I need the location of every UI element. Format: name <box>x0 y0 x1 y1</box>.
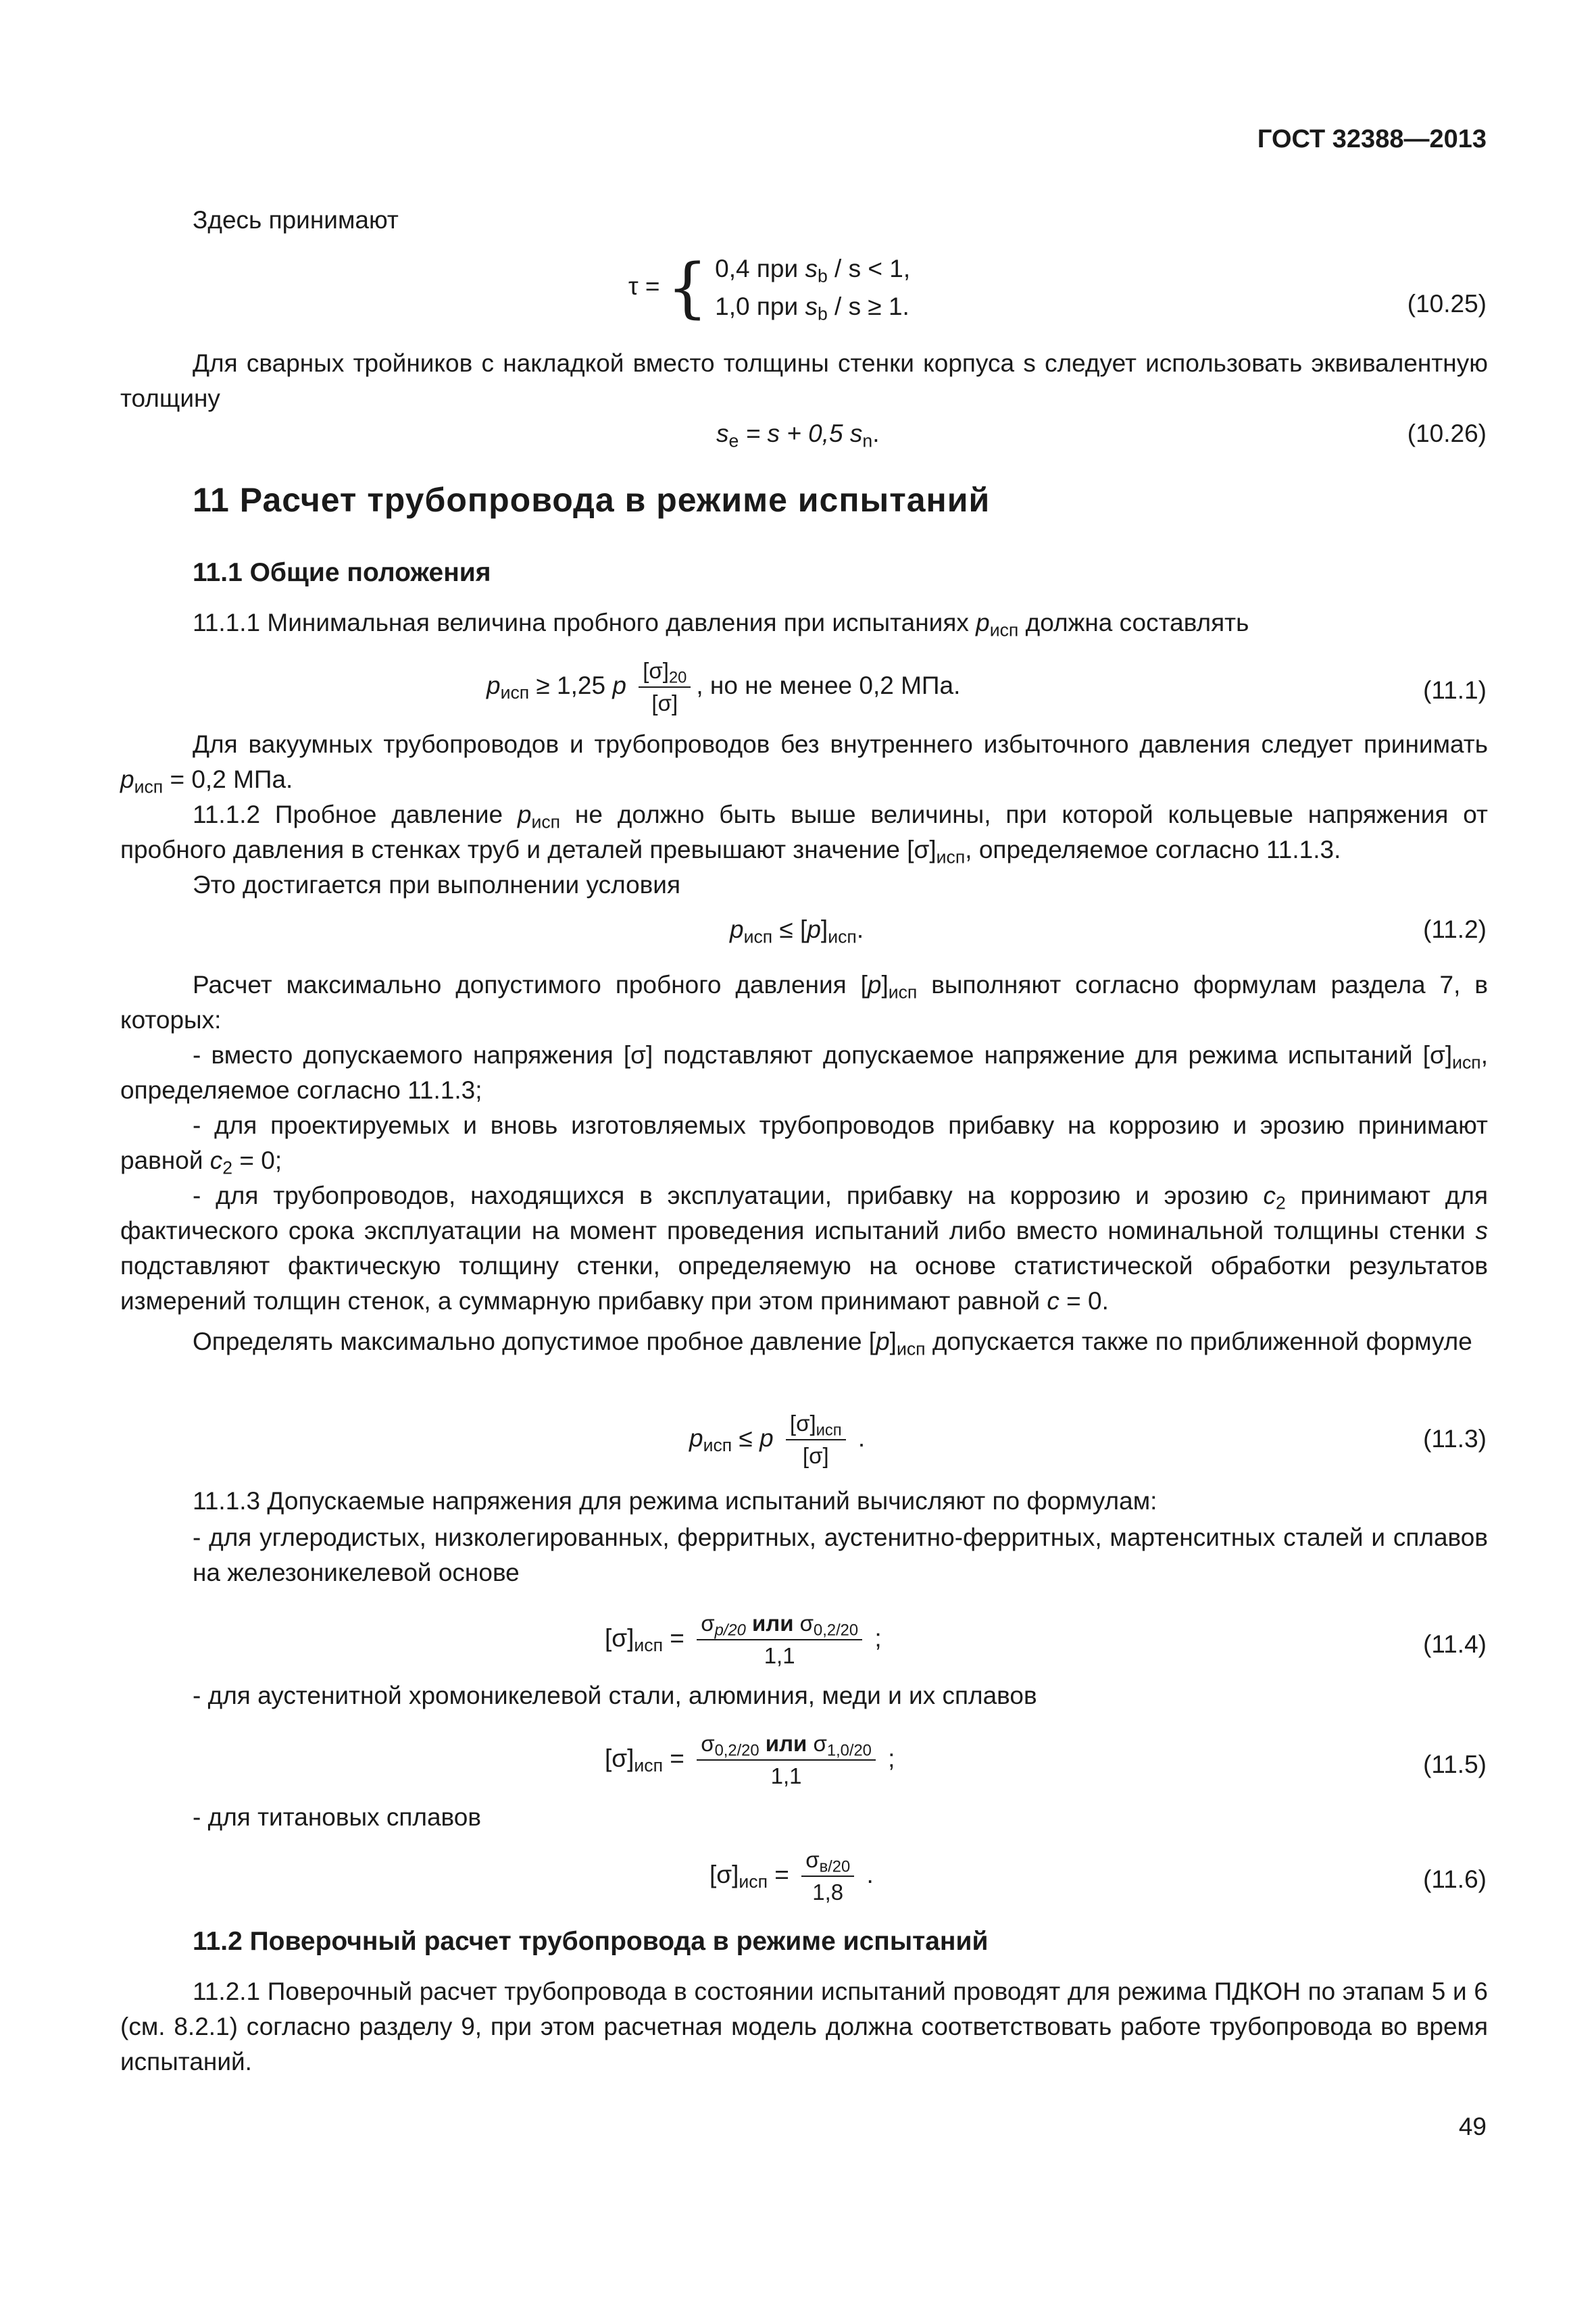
formula-10-26: $s_e = s + 0,5$ $s_n$. <box>716 420 880 451</box>
formula-cases <box>715 250 910 326</box>
paragraph-dash-2: - для проектируемых и вновь изготовляемых трубопроводов прибавку на коррозию и эрозию принимают равной $c_2 = 0$; <box>120 1111 1488 1178</box>
fraction: $\frac{\sigma_{p/20} или \sigma_{0,2/20}}{1,1}$ <box>697 1608 862 1671</box>
case-1: 0,4 при $s_b / s < 1$, <box>715 255 911 286</box>
subsection-11-1-title: 11.1 Общие положения <box>193 558 491 587</box>
equation-number-11-5: (11.5) <box>1423 1751 1487 1778</box>
paragraph-dash-titanium: - для титановых сплавов <box>193 1803 482 1831</box>
equation-number-10-26: (10.26) <box>1407 420 1487 447</box>
formula-11-5: $[\sigma]_{исп}$ = $\frac{\sigma_{0,2/20} или \sigma_{1,0/20}}{1,1}$ ; <box>605 1728 895 1792</box>
equation-number-11-3: (11.3) <box>1423 1425 1487 1453</box>
equation-number-10-25: (10.25) <box>1407 290 1487 318</box>
formula-11-4: $[\sigma]_{исп}$ = $\frac{\sigma_{p/20} или \sigma_{0,2/20}}{1,1}$ ; <box>605 1608 882 1671</box>
paragraph-calc-max: Расчет максимально допустимого пробного давления $[p]_{исп}$ выполняют согласно формулам раздела 7, в которых: <box>120 971 1488 1034</box>
brace-symbol: { <box>666 250 708 326</box>
formula-11-1: $p_{исп} \ge 1,25$ p $\frac{[\sigma]_{20}}{[\sigma]}$ , но не менее 0,2 МПа. <box>487 655 960 719</box>
paragraph-11-1-2: 11.1.2 Пробное давление $p_{исп}$ не должно быть выше величины, при которой кольцевые напряжения от пробного давления в стенках труб и деталей превышают значение $[\sigma]_{исп}$, определяемое согласно 11.1.3. <box>120 801 1488 867</box>
formula-11-3: $p_{исп} \le p$ $\frac{[\sigma]_{исп}}{[\sigma]}$ . <box>689 1408 865 1472</box>
fraction: $\frac{\sigma_{0,2/20} или \sigma_{1,0/20}}{1,1}$ <box>697 1728 876 1792</box>
paragraph-dash-carbon: - для углеродистых, низколегированных, ферритных, аустенитно-ферритных, мартенситных сталей и сплавов на железоникелевой основе <box>193 1524 1488 1586</box>
formula-10-25 <box>628 250 910 326</box>
paragraph-dash-1: - вместо допускаемого напряжения [σ] подставляют допускаемое напряжение для режима испытаний $[\sigma]_{исп}$, определяемое согласно 11.1.3; <box>120 1041 1488 1104</box>
paragraph-dash-austenitic: - для аустенитной хромоникелевой стали, алюминия, меди и их сплавов <box>193 1682 1037 1709</box>
fraction: $\frac{\sigma_{в/20}}{1,8}$ <box>801 1844 854 1908</box>
subsection-11-2-title: 11.2 Поверочный расчет трубопровода в режиме испытаний <box>193 1927 989 1956</box>
fraction: $\frac{[\sigma]_{20}}{[\sigma]}$ <box>639 655 691 719</box>
formula-11-6: $[\sigma]_{исп}$ = $\frac{\sigma_{в/20}}{1,8}$ . <box>709 1844 874 1908</box>
fraction: $\frac{[\sigma]_{исп}}{[\sigma]}$ <box>786 1408 846 1472</box>
paragraph-achieved: Это достигается при выполнении условия <box>193 871 681 899</box>
paragraph-11-1-1: 11.1.1 Минимальная величина пробного давления при испытаниях $p_{исп}$ должна составлять <box>193 609 1249 640</box>
paragraph-here: Здесь принимают <box>193 206 399 234</box>
equation-number-11-1: (11.1) <box>1423 676 1487 704</box>
paragraph-determine: Определять максимально допустимое пробное давление $[p]_{исп}$ допускается также по приближенной формуле <box>193 1328 1472 1359</box>
equation-number-11-4: (11.4) <box>1423 1630 1487 1658</box>
section-11-title: 11 Расчет трубопровода в режиме испытаний <box>193 481 991 519</box>
case-2: 1,0 при $s_b / s \ge 1$. <box>715 293 909 324</box>
formula-lhs: τ = <box>628 272 660 300</box>
paragraph-11-1-3: 11.1.3 Допускаемые напряжения для режима испытаний вычисляют по формулам: <box>193 1487 1157 1515</box>
paragraph-vacuum: Для вакуумных трубопроводов и трубопроводов без внутреннего избыточного давления следует принимать $p_{исп} = 0,2$ МПа. <box>120 730 1488 797</box>
paragraph-11-2-1: 11.2.1 Поверочный расчет трубопровода в состоянии испытаний проводят для режима ПДКОН по этапам 5 и 6 (см. 8.2.1) согласно разделу 9, при этом расчетная модель должна соответствовать работе трубопровода во время испытаний. <box>120 1978 1488 2076</box>
paragraph-dash-3: - для трубопроводов, находящихся в эксплуатации, прибавку на коррозию и эрозию $c_2$ принимают для фактического срока эксплуатации на момент проведения испытаний либо вместо номинальной толщины стенки s подставляют фактическую толщину стенки, определяемую на основе статистической обработки результатов измерений толщин стенок, а суммарную прибавку при этом принимают равной c = 0. <box>120 1182 1488 1315</box>
formula-11-2: $p_{исп} \le [p]_{исп}$. <box>730 915 864 947</box>
document-header-id: ГОСТ 32388—2013 <box>1257 125 1487 153</box>
paragraph-welded-tees: Для сварных тройников с накладкой вместо толщины стенки корпуса s следует использовать эквивалентную толщину <box>120 349 1488 412</box>
equation-number-11-2: (11.2) <box>1423 915 1487 943</box>
equation-number-11-6: (11.6) <box>1423 1865 1487 1893</box>
page-number: 49 <box>1458 2113 1487 2140</box>
